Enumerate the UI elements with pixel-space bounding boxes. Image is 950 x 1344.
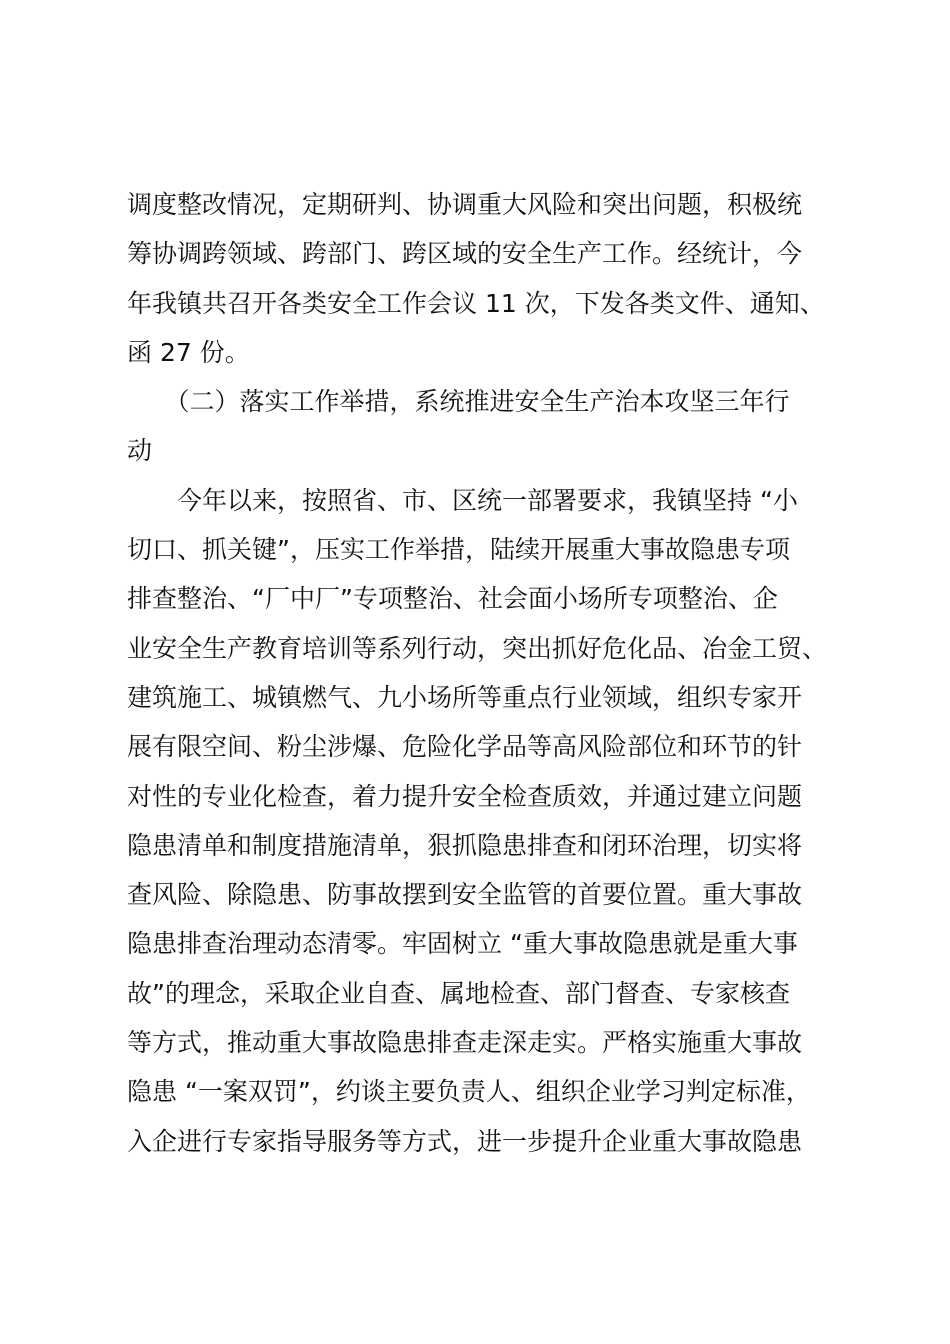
text-line: 业安全生产教育培训等系列行动，突出抓好危化品、冶金工贸、 <box>127 633 828 663</box>
text-line: 隐患排查治理动态清零。牢固树立 “重大事故隐患就是重大事 <box>127 929 798 959</box>
section-heading-line: 动 <box>127 436 153 466</box>
text-line: 排查整治、“厂中厂”专项整治、社会面小场所专项整治、企 <box>127 584 778 614</box>
text-line: 对性的专业化检查，着力提升安全检查质效，并通过建立问题 <box>127 781 803 811</box>
text-line: 函 27 份。 <box>127 337 250 367</box>
text-line: 隐患 “一案双罚”，约谈主要负责人、组织企业学习判定标准， <box>127 1077 811 1107</box>
text-line: 展有限空间、粉尘涉爆、危险化学品等高风险部位和环节的针 <box>127 732 803 762</box>
text-line: 今年以来，按照省、市、区统一部署要求，我镇坚持 “小 <box>127 485 798 515</box>
text-line: 年我镇共召开各类安全工作会议 11 次，下发各类文件、通知、 <box>127 288 825 318</box>
text-line: 筹协调跨领域、跨部门、跨区域的安全生产工作。经统计，今 <box>127 239 803 269</box>
text-line: 建筑施工、城镇燃气、九小场所等重点行业领域，组织专家开 <box>127 682 803 712</box>
text-line: 入企进行专家指导服务等方式，进一步提升企业重大事故隐患 <box>127 1126 803 1156</box>
text-line: 故”的理念，采取企业自查、属地检查、部门督查、专家核查 <box>127 978 790 1008</box>
text-line: 查风险、除隐患、防事故摆到安全监管的首要位置。重大事故 <box>127 880 803 910</box>
text-line: 调度整改情况，定期研判、协调重大风险和突出问题，积极统 <box>127 190 803 219</box>
text-line: 隐患清单和制度措施清单，狠抓隐患排查和闭环治理，切实将 <box>127 830 803 860</box>
text-line: 等方式，推动重大事故隐患排查走深走实。严格实施重大事故 <box>127 1028 803 1058</box>
body-text <box>127 180 847 1166</box>
text-line: 切口、抓关键”，压实工作举措，陆续开展重大事故隐患专项 <box>127 535 790 565</box>
section-heading-line: （二）落实工作举措，系统推进安全生产治本攻坚三年行 <box>127 387 790 417</box>
